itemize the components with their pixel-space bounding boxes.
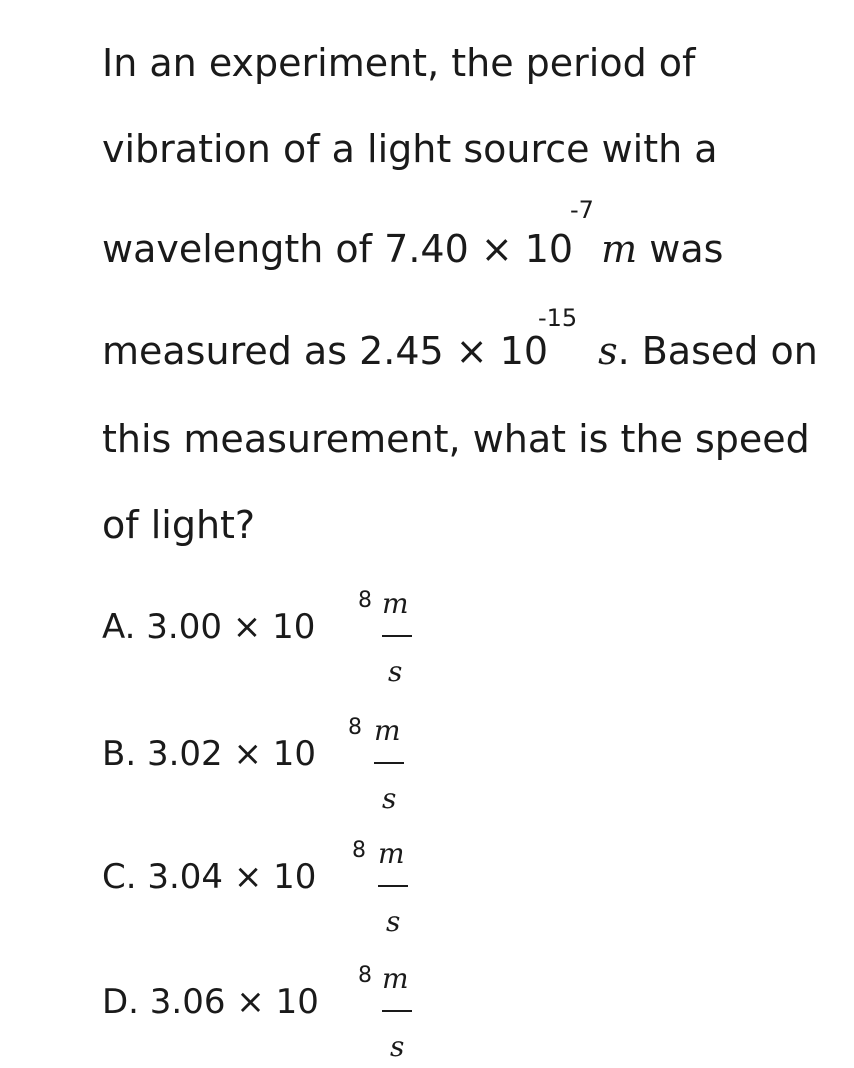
option-a-label: A. 3.00 × 10 (102, 607, 316, 647)
question-line-3 (102, 227, 724, 271)
question-line-5: this measurement, what is the speed (102, 417, 810, 461)
option-b-exponent: 8 (348, 715, 362, 740)
question-line-1: In an experiment, the period of (102, 41, 696, 85)
option-d-fraction-bar (382, 1010, 412, 1012)
option-d-label: D. 3.06 × 10 (102, 982, 319, 1022)
based-on-text: . Based on (617, 329, 818, 373)
option-b-label: B. 3.02 × 10 (102, 734, 317, 774)
option-a-exponent: 8 (358, 588, 372, 613)
option-d-denominator: s (390, 1030, 405, 1063)
option-c-fraction-bar (378, 885, 408, 887)
option-c-numerator: m (378, 837, 405, 870)
option-b-numerator: m (374, 714, 401, 747)
option-d-exponent: 8 (358, 963, 372, 988)
option-a-numerator: m (382, 587, 409, 620)
question-line-4 (102, 329, 818, 373)
period-unit: s (598, 329, 618, 373)
period-exponent: -15 (538, 304, 578, 332)
option-a[interactable] (102, 587, 502, 690)
option-c-denominator: s (386, 905, 401, 938)
option-b-denominator: s (382, 782, 397, 815)
option-d[interactable] (102, 962, 502, 1065)
option-a-denominator: s (388, 655, 403, 688)
question-line-6: of light? (102, 503, 256, 547)
question-line-2: vibration of a light source with a (102, 127, 718, 171)
wavelength-exponent: -7 (570, 196, 594, 224)
option-b[interactable] (102, 714, 502, 817)
period-text: measured as 2.45 × 10 (102, 329, 549, 373)
option-d-numerator: m (382, 962, 409, 995)
option-c[interactable] (102, 837, 502, 940)
wavelength-text: wavelength of 7.40 × 10 (102, 227, 574, 271)
was-text: was (637, 227, 724, 271)
option-a-fraction-bar (382, 635, 412, 637)
option-c-label: C. 3.04 × 10 (102, 857, 317, 897)
option-c-exponent: 8 (352, 838, 366, 863)
wavelength-unit: m (601, 227, 638, 271)
option-b-fraction-bar (374, 762, 404, 764)
